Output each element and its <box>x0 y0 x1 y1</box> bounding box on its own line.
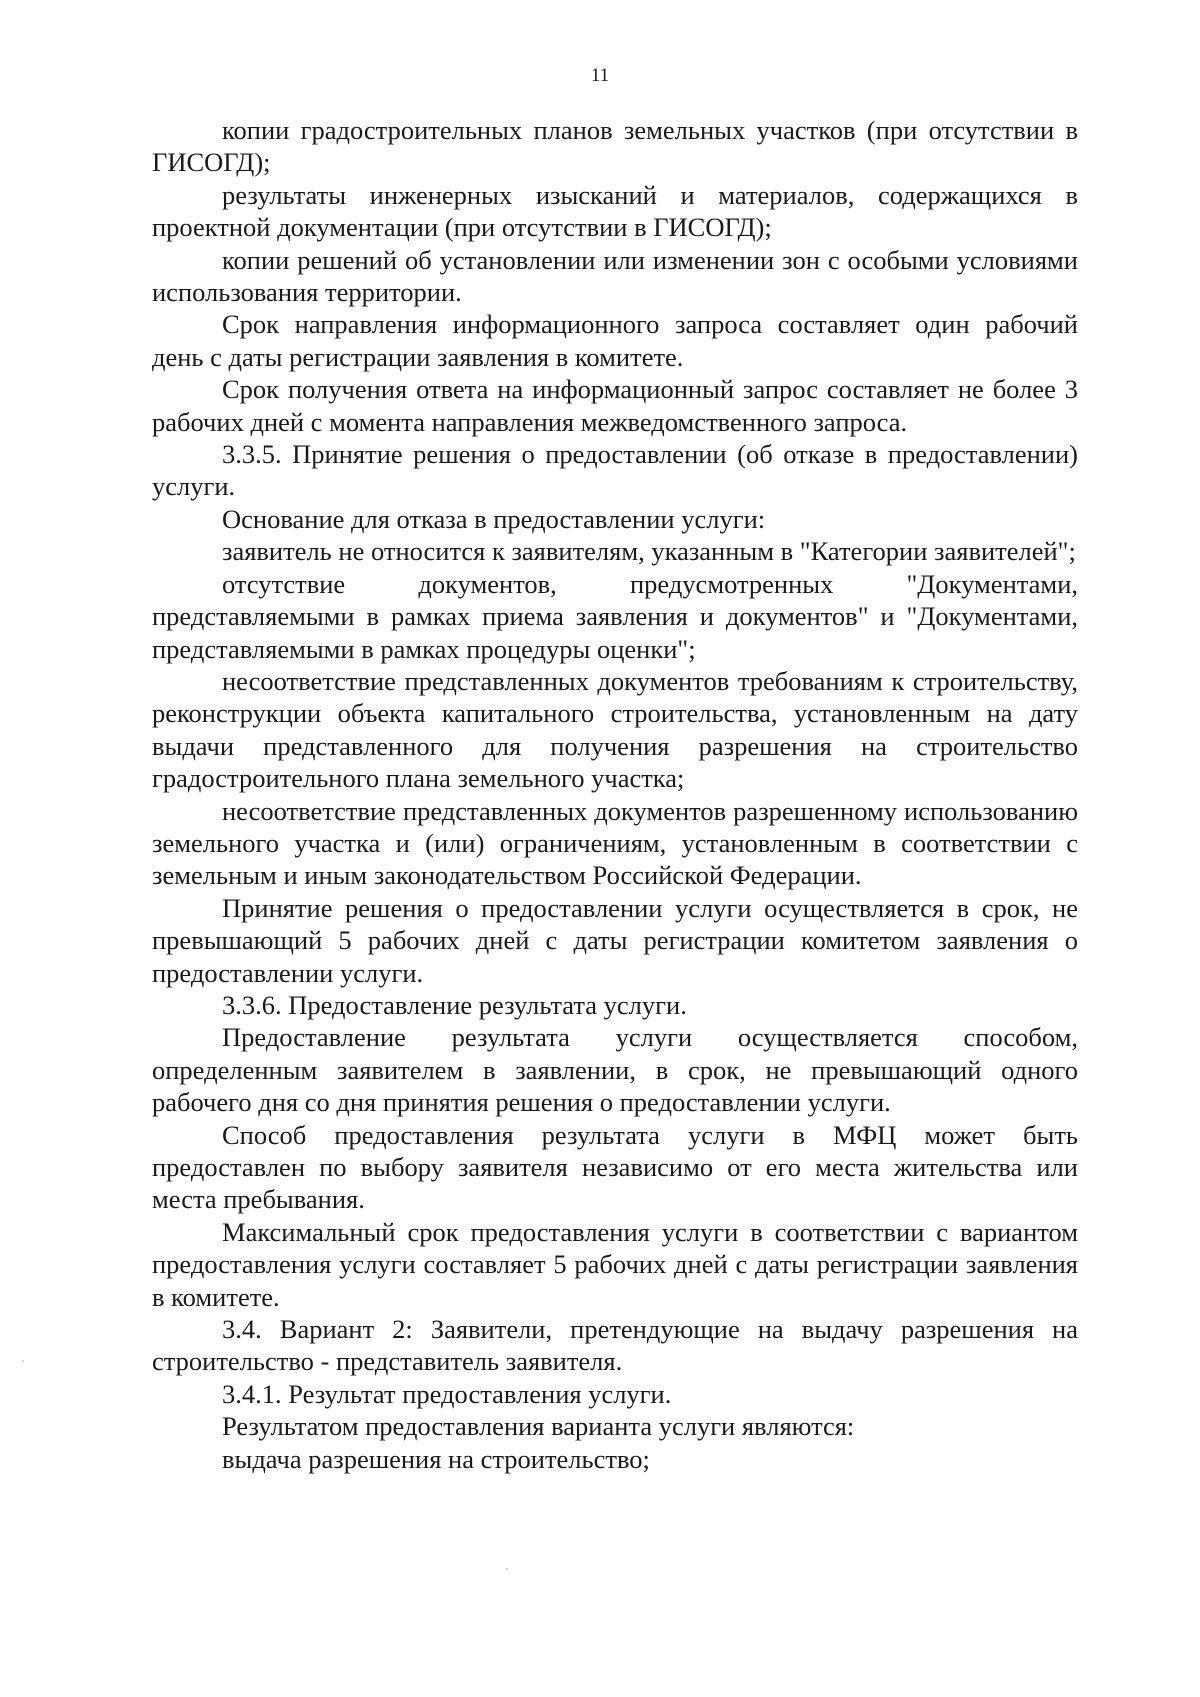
paragraph-result-list-intro: Результатом предоставления варианта услуги являются: <box>222 1411 855 1442</box>
paragraph-response-deadline: Срок получения ответа на информационный запрос составляет не более 3 рабочих дней с момента направления межведомственного запроса. <box>152 374 1078 437</box>
paragraph-result-delivery: Предоставление результата услуги осуществляется способом, определенным заявителем в заявлении, в срок, не превышающий одного рабочего дня со дня принятия решения о предоставлении услуги. <box>152 1022 1078 1118</box>
paragraph-refusal-grounds: Основание для отказа в предоставлении услуги: <box>222 503 766 534</box>
section-heading-3-3-5: 3.3.5. Принятие решения о предоставлении (об отказе в предоставлении) услуги. <box>152 439 1078 502</box>
page-number: 11 <box>590 65 610 86</box>
paragraph-applicant-category: заявитель не относится к заявителям, указанным в "Категории заявителей"; <box>222 536 1076 567</box>
paragraph-mfc-delivery: Способ предоставления результата услуги в МФЦ может быть предоставлен по выбору заявителя независимо от его места жительства или места пребывания. <box>152 1119 1078 1215</box>
paragraph-zone-decisions: копии решений об установлении или изменении зон с особыми условиями использования территории. <box>152 244 1078 308</box>
section-heading-3-3-6: 3.3.6. Предоставление результата услуги. <box>222 989 687 1020</box>
scan-speck <box>22 1360 24 1362</box>
paragraph-decision-deadline: Принятие решения о предоставлении услуги осуществляется в срок, не превышающий 5 рабочих дней с даты регистрации комитетом заявления о предоставлении услуги. <box>152 892 1078 988</box>
paragraph-max-term: Максимальный срок предоставления услуги в соответствии с вариантом предоставления услуги составляет 5 рабочих дней с даты регистрации заявления в комитете. <box>152 1216 1078 1312</box>
document-body <box>152 114 1078 1475</box>
paragraph-survey-results: результаты инженерных изысканий и материалов, содержащихся в проектной документации (при отсутствии в ГИСОГД); <box>152 179 1078 243</box>
paragraph-missing-documents: отсутствие документов, предусмотренных "Документами, представляемыми в рамках приема заявления и документов" и "Документами, представляемыми в рамках процедуры оценки"; <box>152 568 1078 664</box>
scan-speck <box>506 1568 508 1570</box>
paragraph-land-use-mismatch: несоответствие представленных документов разрешенному использованию земельного участка и (или) ограничениям, установленным в соответствии с земельным и иным законодательством Российской Федерации. <box>152 795 1078 891</box>
paragraph-request-deadline: Срок направления информационного запроса составляет один рабочий день с даты регистрации заявления в комитете. <box>152 309 1078 372</box>
section-heading-3-4-1: 3.4.1. Результат предоставления услуги. <box>222 1378 672 1409</box>
paragraph-gpzu-copies: копии градостроительных планов земельных участков (при отсутствии в ГИСОГД); <box>152 115 1078 178</box>
paragraph-permit-issuance: выдача разрешения на строительство; <box>222 1443 650 1474</box>
paragraph-construction-requirements: несоответствие представленных документов требованиям к строительству, реконструкции объекта капитального строительства, установленным на дату выдачи представленного для получения разрешения на строительство градостроительного плана земельного участка; <box>152 665 1078 794</box>
section-heading-3-4: 3.4. Вариант 2: Заявители, претендующие на выдачу разрешения на строительство - представитель заявителя. <box>152 1314 1078 1377</box>
